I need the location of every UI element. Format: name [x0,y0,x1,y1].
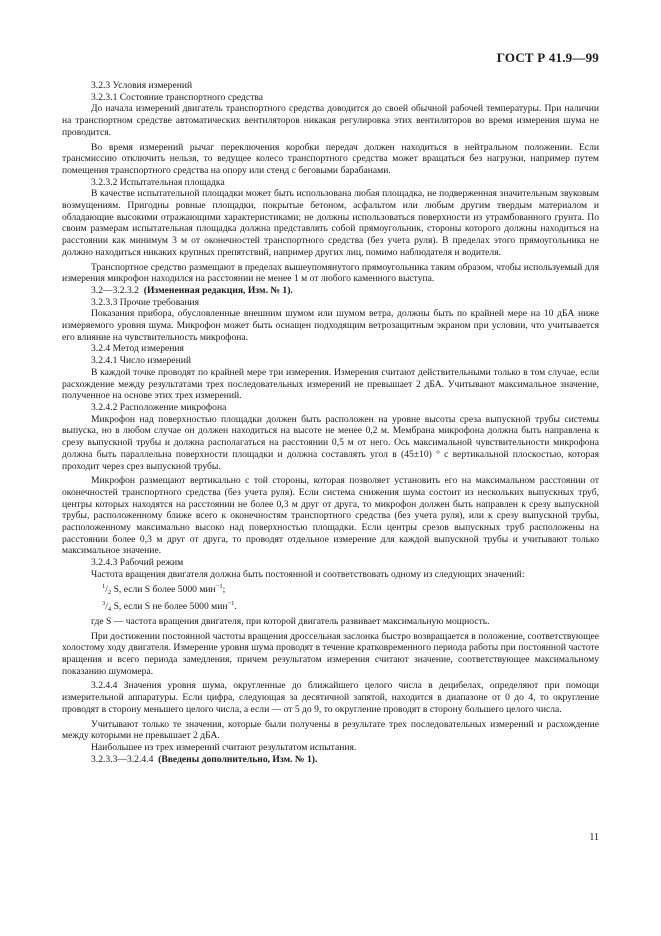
paragraph: Во время измерений рычаг переключения коробки передач должен находиться в нейтральном положении. Если трансмиссию отключить нельзя, то ведущее колесо транспортного средства может вращаться без нагрузки, например путем помещения транспортного средства на опору или стенд с беговыми барабанами. [62,141,599,176]
formula-end: ; [222,583,226,595]
section-heading: 3.2.4 Метод измерения [91,343,184,355]
paragraph: При достижении постоянной частоты вращения дроссельная заслонка быстро возвращается в положение, соответствующее холостому ходу двигателя. Измерение уровня шума проводят в течение кратковременного периода работы при постоянной частоте вращения и всего периода замедления, причем результатом измерения считают значение, соответствующее максимальному показанию шумомера. [62,630,599,677]
paragraph: В качестве испытательной площадки может быть использована любая площадка, не подверженная значительным звуковым возмущениям. Пригодны ровные площадки, покрытые бетоном, асфальтом или любым другим твердым материалом и обладающие высокими отражающими характеристиками; не должны использоваться поверхности из утрамбованного грунта. По своим размерам испытательная площадка должна представлять собой прямоугольник, стороны которого должны находиться на расстоянии как минимум 3 м от оконечностей транспортного средства (без учета руля). В пределах этого прямоугольника не должно находиться никаких крупных препятствий, например других лиц, помимо наблюдателя и водителя. [62,188,599,258]
fraction-denominator: 2 [107,588,112,596]
paragraph: Частота вращения двигателя должна быть постоянной и соответствовать одному из следующих значений: [91,568,525,580]
amendment-range: 3.2.3.3—3.2.4.4 [91,753,154,765]
paragraph: До начала измерений двигатель транспортного средства доводится до своей обычной рабочей температуры. При наличии на транспортном средстве автоматических вентиляторов никакая регулировка этих вентиляторов во время измерения шума не проводится. [62,103,599,138]
fraction-numerator: 3 [102,600,106,608]
paragraph: Показания прибора, обусловленные внешним шумом или шумом ветра, должны быть по крайней мере на 10 дБА ниже измеряемого уровня шума. Микрофон может быть оснащен подходящим ветрозащитным экраном при условии, что учитывается его влияние на чувствительность микрофона. [62,308,599,343]
formula-line-2: $^3/_4$ S, если S не более 5000 мин$^{-1}$. [102,600,237,614]
fraction-denominator: 4 [107,606,112,614]
subsection-heading: 3.2.4.3 Рабочий режим [91,557,184,569]
subsection-heading: 3.2.3.3 Прочие требования [91,296,200,308]
page-number: 11 [589,832,599,843]
paragraph: Микрофон над поверхностью площадки должен быть расположен на уровне высоты среза выпускной трубы системы выпуска, но в любом случае он должен находиться на высоте не менее 0,2 м. Мембрана микрофона должна быть направлена к срезу выпускной трубы и должна располагаться на расстоянии 0,5 м от него. Ось максимальной чувствительности микрофона должна быть параллельна поверхности площадки и должна составлять угол в (45±10) ° с вертикальной плоскостью, которая проходит через срез выпускной трубы. [62,413,599,472]
formula-text: S, если S не более 5000 мин [111,601,228,613]
document-header: ГОСТ Р 41.9—99 [496,50,599,65]
amendment-text: (Введены дополнительно, Изм. № 1). [158,753,318,765]
paragraph: Транспортное средство размещают в пределах вышеупомянутого прямоугольника таким образом, чтобы используемый для измерения микрофон находился на расстоянии не менее 1 м от любого каменного выступа. [62,261,599,285]
formula-exponent: −1 [227,600,235,608]
amendment-note [62,285,599,297]
paragraph: Микрофон размещают вертикально с той стороны, которая позволяет установить его на максимальном расстоянии от оконечностей транспортного средства (без учета руля). Если система снижения шума состоит из нескольких выпускных труб, центры которых находятся на расстоянии не более 0,3 м друг от друга, то микрофон должен быть направлен к срезу выпускной трубы, расположенному ближе всего к оконечностям транспортного средства (без учета руля), или к срезу выпускной трубы, расположенному максимально высоко над поверхностью площадки. Если центры срезов выпускных труб расположены на расстоянии более 0,3 м друг от друга, то проводят отдельное измерение для каждой выпускной трубы и учитывают только максимальное значение. [62,475,599,557]
amendment-note [62,754,599,766]
document-body [62,80,599,765]
paragraph: В каждой точке проводят по крайней мере три измерения. Измерения считают действительными только в том случае, если расхождение между результатами трех последовательных измерений не превышает 2 дБА. Учитывают максимальное значение, полученное на основе этих трех измерений. [62,366,599,402]
formula-line-1: $^1/_2$ S, если S более 5000 мин$^{-1}$; [102,582,226,596]
paragraph: Наибольшее из трех измерений считают результатом испытания. [91,741,357,753]
formula-end: . [234,601,237,613]
paragraph: где S — частота вращения двигателя, при которой двигатель развивает максимальную мощность. [91,615,490,627]
amendment-range: 3.2—3.2.3.2 [91,284,139,296]
subsection-heading: 3.2.3.1 Состояние транспортного средства [91,91,264,103]
section-heading: 3.2.3 Условия измерений [91,80,193,91]
amendment-text: (Измененная редакция, Изм. № 1). [143,284,293,296]
subsection-heading: 3.2.4.2 Расположение микрофона [91,401,227,413]
subsection-heading: 3.2.4.1 Число измерений [91,355,191,367]
fraction-numerator: 1 [102,582,106,590]
formula-exponent: −1 [215,582,223,590]
paragraph: Учитывают только те значения, которые были получены в результате трех последовательных измерений и расхождение между которыми не превышает 2 дБА. [62,718,599,742]
formula-text: S, если S более 5000 мин [111,583,216,595]
subsection-heading: 3.2.3.2 Испытательная площадка [91,176,225,188]
paragraph: 3.2.4.4 Значения уровня шума, округленные до ближайшего целого числа в децибелах, определяют при помощи измерительной аппаратуры. Если цифра, следующая за десятичной запятой, находится в диапазоне от 0 до 4, то округление проводят в сторону меньшего целого числа, а если — от 5 до 9, то округление проводят в сторону большего целого числа. [62,680,599,715]
